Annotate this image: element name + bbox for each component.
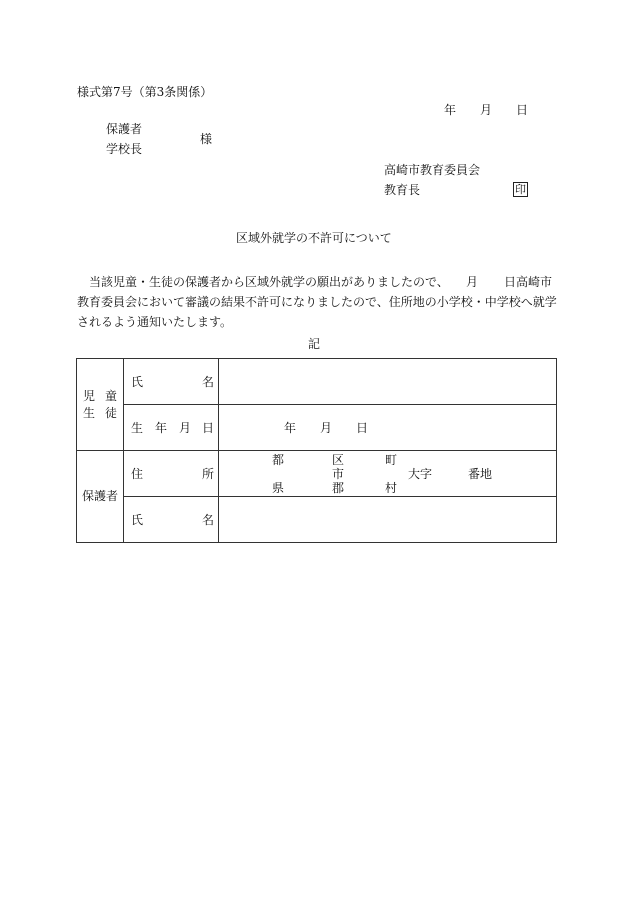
address-banchi: 番地 [468,467,493,481]
sender-title: 教育長 [384,183,421,197]
guardian-name-value[interactable] [219,497,557,543]
body-line3: されるよう通知いたします。 [77,315,233,329]
address-label-a: 住 [131,467,144,481]
student-name-label-b: 名 [202,375,215,389]
birth-label-sei: 生 [131,421,144,435]
guardian-group-cell [77,451,124,543]
guardian-address-value[interactable] [219,451,557,497]
student-group-char2: 童 [105,389,118,403]
student-birth-value[interactable] [219,405,557,451]
info-table [76,358,557,543]
address-label-b: 所 [202,467,215,481]
student-group-char4: 徒 [105,406,118,420]
address-shi: 市 [332,467,345,481]
student-group-char1: 児 [83,389,96,403]
body-line1-a: 当該児童・生徒の保護者から区域外就学の願出がありましたので、 [89,275,449,289]
seal-mark: 印 [515,183,526,196]
date-day: 日 [516,103,529,117]
body-line2: 教育委員会において審議の結果不許可になりましたので、住所地の小学校・中学校へ就学 [77,295,557,309]
student-birth-label-cell [124,405,219,451]
birth-day-unit: 日 [356,421,369,435]
body-line1-b: 日高崎市 [504,275,553,289]
address-ku: 区 [332,453,345,467]
birth-label-tsuki: 月 [179,421,192,435]
addressee-honorific: 様 [200,132,213,146]
student-name-label-a: 氏 [131,375,144,389]
guardian-name-label-b: 名 [202,513,215,527]
sender-org: 高崎市教育委員会 [384,163,481,177]
guardian-name-label-cell [124,497,219,543]
birth-month-unit: 月 [320,421,333,435]
date-month: 月 [480,103,493,117]
addressee-principal: 学校長 [106,142,143,156]
form-number: 様式第7号（第3条関係） [77,85,213,99]
guardian-name-label-a: 氏 [131,513,144,527]
address-machi: 町 [385,453,398,467]
address-gun: 郡 [332,481,345,495]
address-oaza: 大字 [408,467,433,481]
student-name-value[interactable] [219,359,557,405]
ki-mark: 記 [308,337,321,351]
birth-label-hi: 日 [202,421,215,435]
guardian-group-label: 保護者 [82,489,119,503]
document-title: 区域外就学の不許可について [236,231,392,245]
student-group-cell [77,359,124,451]
birth-label-nen: 年 [155,421,168,435]
body-line1-month: 月 [466,275,479,289]
address-to: 都 [272,453,285,467]
date-year: 年 [444,103,457,117]
address-mura: 村 [385,481,398,495]
addressee-guardian: 保護者 [106,122,143,136]
birth-year-unit: 年 [284,421,297,435]
guardian-address-label-cell [124,451,219,497]
student-name-label-cell [124,359,219,405]
address-ken: 県 [272,481,285,495]
student-group-char3: 生 [83,406,96,420]
